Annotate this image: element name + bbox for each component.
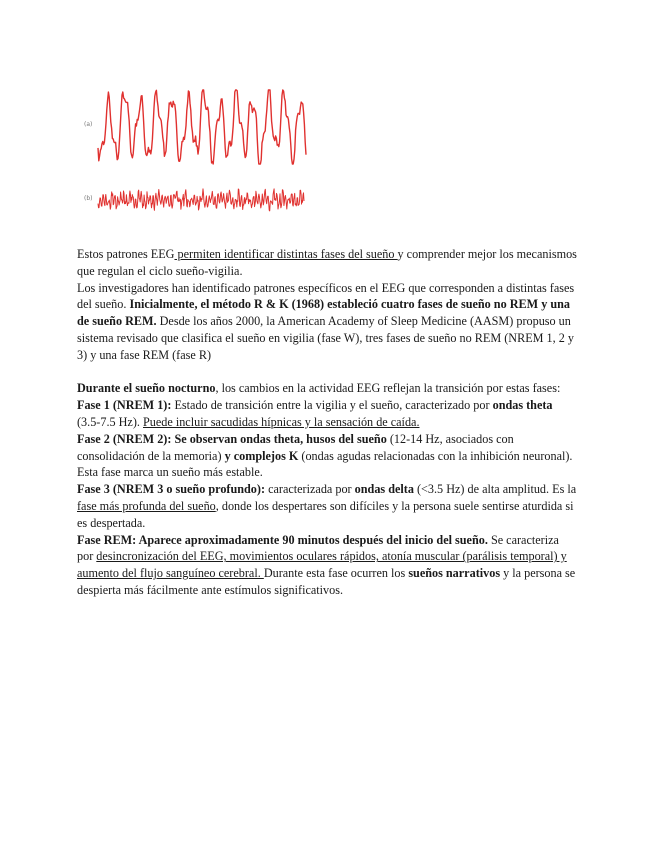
text-span: Durante esta fase ocurren los bbox=[263, 566, 409, 581]
eeg-trace-a bbox=[98, 90, 306, 164]
bold-text: sueños narrativos bbox=[408, 566, 501, 581]
bold-text: Inicialmente, el método R & K (1968) estableció cuatro fases de sueño no REM y una de sueño REM. bbox=[77, 297, 570, 329]
document-body bbox=[77, 246, 577, 599]
text-span: caracterizada por bbox=[265, 482, 355, 497]
panel-a-label: (a) bbox=[84, 121, 93, 128]
text-span: (12-14 Hz, asociados con consolidación de la memoria) bbox=[77, 431, 514, 463]
paragraph-fase-2 bbox=[77, 431, 577, 481]
text-span: (<3.5 Hz) de alta amplitud. Es la bbox=[413, 482, 577, 497]
bold-text: Fase 2 (NREM 2): Se observan ondas theta, husos del sueño bbox=[77, 431, 387, 446]
underlined-text: permiten identificar distintas fases del sueño bbox=[174, 247, 398, 261]
text-span: Desde los años 2000, la American Academy of Sleep Medicine (AASM) propuso un sistema revisado que clasifica el sueño en vigilia (fase W), tres fases de sueño no REM (NREM 1, 2 y 3) y una fase REM (fase R) bbox=[77, 314, 574, 362]
bold-text: ondas theta bbox=[492, 398, 553, 413]
paragraph-fase-rem bbox=[77, 532, 577, 599]
text-span: , los cambios en la actividad EEG reflejan la transición por estas fases: bbox=[215, 381, 561, 396]
paragraph-nocturnal bbox=[77, 380, 577, 397]
text-span: (ondas agudas relacionadas con la inhibición neuronal). Esta fase marca un sueño más estable. bbox=[77, 448, 573, 480]
paragraph-fase-3 bbox=[77, 481, 577, 531]
text-span: (3.5-7.5 Hz). bbox=[77, 414, 143, 429]
text-span: Estos patrones EEG bbox=[77, 247, 175, 261]
text-span: y la persona se despierta más fácilmente ante estímulos significativos. bbox=[77, 566, 576, 597]
text-span: Los investigadores han identificado patrones específicos en el EEG que corresponden a distintas fases del sueño. bbox=[77, 280, 575, 312]
underlined-text: fase más profunda del sueño bbox=[77, 498, 216, 513]
text-span: , donde los despertares son difíciles y la persona suele sentirse aturdida si es despertada. bbox=[77, 498, 574, 530]
paragraph-research bbox=[77, 280, 577, 364]
eeg-figure bbox=[76, 84, 312, 224]
paragraph-intro bbox=[77, 246, 577, 280]
bold-text: y complejos K bbox=[224, 448, 299, 463]
paragraph-fase-1 bbox=[77, 397, 577, 431]
eeg-traces bbox=[76, 84, 312, 224]
underlined-text: Puede incluir sacudidas hípnicas y la sensación de caída. bbox=[143, 414, 420, 429]
bold-text: ondas delta bbox=[354, 482, 414, 497]
text-span: Estado de transición entre la vigilia y el sueño, caracterizado por bbox=[171, 398, 493, 413]
eeg-trace-b bbox=[98, 189, 304, 211]
panel-b-label: (b) bbox=[84, 195, 93, 202]
bold-text: Durante el sueño nocturno bbox=[77, 381, 216, 396]
paragraph-gap bbox=[77, 364, 577, 381]
text-span: y comprender mejor los mecanismos que regulan el ciclo sueño-vigilia. bbox=[77, 247, 577, 278]
underlined-text: desincronización del EEG, movimientos oculares rápidos, atonía muscular (parálisis temporal) y aumento del flujo sanguíneo cerebral. bbox=[77, 549, 567, 581]
text-span: Se caracteriza por bbox=[77, 532, 559, 564]
bold-text: Fase 1 (NREM 1): bbox=[77, 398, 172, 413]
bold-text: Fase REM: Aparece aproximadamente 90 minutos después del inicio del sueño. bbox=[77, 532, 488, 547]
bold-text: Fase 3 (NREM 3 o sueño profundo): bbox=[77, 482, 266, 497]
